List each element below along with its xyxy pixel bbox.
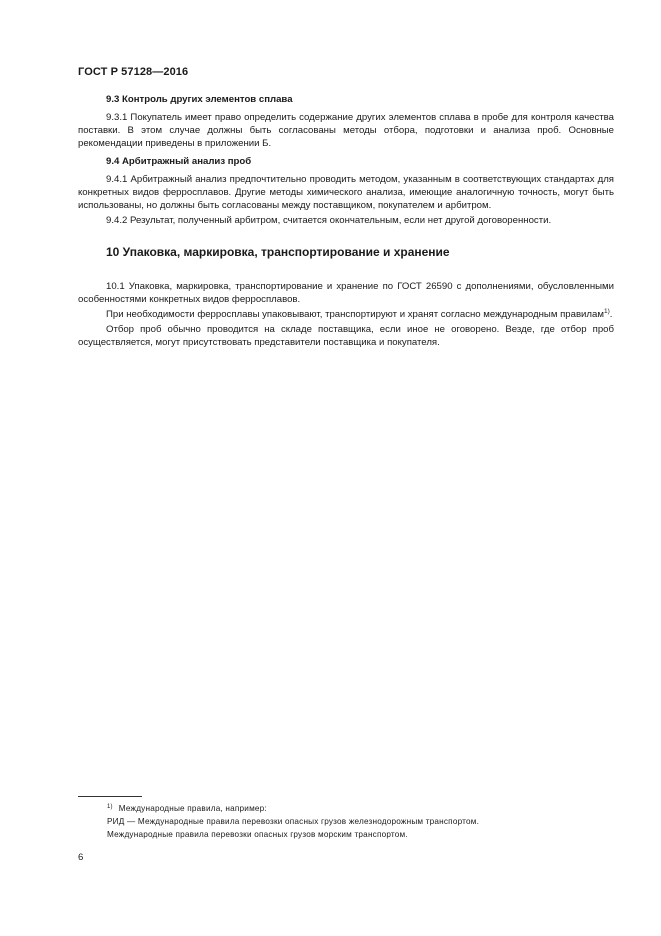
section-9-3-heading: 9.3 Контроль других элементов сплава	[106, 94, 293, 105]
paragraph-packaging-text: При необходимости ферросплавы упаковывают, транспортируют и хранят согласно международным правилам	[106, 309, 604, 320]
paragraph-sampling: Отбор проб обычно проводится на складе поставщика, если иное не оговорено. Везде, где отбор проб осуществляется, могут присутствовать представители поставщика и покупателя.	[78, 324, 614, 348]
paragraph-9-3-1: 9.3.1 Покупатель имеет право определить содержание других элементов сплава в пробе для контроля качества поставки. В этом случае должны быть согласованы методы отбора, подготовки и анализа проб. Основные рекомендации приведены в приложении Б.	[78, 112, 614, 149]
footnote-reference[interactable]: 1)	[603, 308, 610, 315]
section-9-4-heading: 9.4 Арбитражный анализ проб	[106, 156, 252, 167]
footnote-line-rid: РИД — Международные правила перевозки опасных грузов железнодорожным транспортом.	[107, 816, 480, 826]
footnote-line-sea: Международные правила перевозки опасных грузов морским транспортом.	[107, 829, 408, 839]
paragraph-packaging	[78, 308, 614, 321]
paragraph-10-1: 10.1 Упаковка, маркировка, транспортирование и хранение по ГОСТ 26590 с дополнениями, обусловленными особенностями конкретных видов ферросплавов.	[78, 281, 614, 305]
section-10-title: 10 Упаковка, маркировка, транспортирование и хранение	[106, 245, 450, 259]
footnote-intro: Международные правила, например:	[118, 804, 267, 813]
page-number: 6	[78, 852, 84, 863]
footnote-divider	[78, 796, 142, 797]
paragraph-packaging-end: .	[609, 309, 613, 320]
footnotes-block	[107, 801, 627, 841]
paragraph-9-4-2: 9.4.2 Результат, полученный арбитром, считается окончательным, если нет другой договоренности.	[106, 215, 552, 226]
paragraph-9-4-1: 9.4.1 Арбитражный анализ предпочтительно проводить методом, указанным в соответствующих стандартах для конкретных видов ферросплавов. Другие методы химического анализа, имеющие аналогичную точность, могут быть использованы, но должны быть согласованы между поставщиком, покупателем и арбитром.	[78, 174, 614, 211]
footnote-marker: 1)	[107, 804, 113, 810]
standard-code-header: ГОСТ Р 57128—2016	[78, 66, 189, 78]
footnote-1	[107, 801, 627, 816]
document-body	[78, 93, 614, 349]
